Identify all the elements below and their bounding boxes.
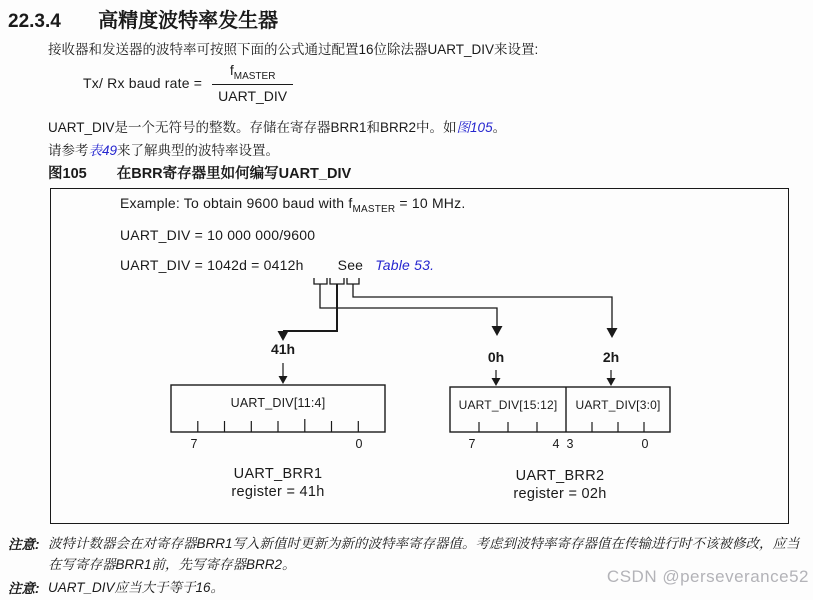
brr2-high-field-label: UART_DIV[15:12] bbox=[458, 398, 558, 412]
paragraph-uart-div-period: 。 bbox=[492, 120, 507, 135]
section-number: 22.3.4 bbox=[8, 11, 61, 32]
brr1-field-label: UART_DIV[11:4] bbox=[230, 396, 326, 410]
brr1-bit7-label: 7 bbox=[190, 437, 198, 451]
formula-denominator: UART_DIV bbox=[212, 84, 293, 104]
note-1-label: 注意: bbox=[8, 537, 40, 552]
formula-numerator-subscript: MASTER bbox=[233, 70, 276, 82]
formula-fraction bbox=[212, 62, 293, 104]
brr2-bit4-label: 4 bbox=[552, 437, 560, 451]
uart-brr1-value: register = 41h bbox=[231, 484, 325, 500]
high-nibble-value: 0h bbox=[487, 349, 505, 365]
note-2-text: UART_DIV应当大于等于16。 bbox=[48, 580, 225, 595]
brr2-bit0-label: 0 bbox=[641, 437, 649, 451]
paragraph-refer-post: 来了解典型的波特率设置。 bbox=[117, 143, 280, 158]
table-53-link[interactable]: Table 53. bbox=[375, 257, 435, 273]
bit-tick-marks bbox=[198, 419, 644, 432]
paragraph-uart-div bbox=[48, 116, 506, 136]
formula-lhs: Tx/ Rx baud rate = bbox=[83, 74, 203, 91]
brr2-bit3-label: 3 bbox=[566, 437, 574, 451]
figure-105-diagram bbox=[50, 188, 789, 524]
brr1-nibble-value: 41h bbox=[270, 341, 296, 357]
paragraph-intro: 接收器和发送器的波特率可按照下面的公式通过配置16位除法器UART_DIV来设置: bbox=[48, 42, 539, 57]
fmaster-subscript: MASTER bbox=[352, 203, 396, 215]
note-2-label: 注意: bbox=[8, 581, 40, 596]
uart-brr1-name: UART_BRR1 bbox=[233, 466, 323, 482]
uart-brr2-caption bbox=[450, 467, 670, 503]
digit-brackets bbox=[314, 278, 359, 284]
paragraph-refer bbox=[48, 139, 279, 159]
example-line-1: Example: To obtain 9600 baud with $f_{MASTER} = 10$ MHz. bbox=[120, 195, 466, 215]
brr2-bit7-label: 7 bbox=[468, 437, 476, 451]
connector-lines bbox=[283, 284, 612, 331]
example-line-3-equation: UART_DIV = 1042d = 0412h bbox=[120, 257, 304, 273]
see-label: See bbox=[337, 257, 364, 273]
csdn-watermark: CSDN @perseverance52 bbox=[606, 567, 809, 586]
uart-brr1-caption bbox=[171, 465, 385, 501]
figure-caption bbox=[48, 162, 351, 183]
paragraph-uart-div-text: UART_DIV是一个无符号的整数。存储在寄存器BRR1和BRR2中。如 bbox=[48, 120, 457, 135]
figure-caption-label: 图105 bbox=[48, 166, 87, 182]
connector-arrowheads bbox=[278, 326, 618, 341]
note-1-text: 波特计数器会在对寄存器BRR1写入新值时更新为新的波特率寄存器值。考虑到波特率寄存器值在传输进行时不该被修改，应当在写寄存器BRR1前，先写寄存器BRR2。 bbox=[48, 536, 800, 572]
brr2-low-field-label: UART_DIV[3:0] bbox=[575, 398, 661, 412]
brr1-bit0-label: 0 bbox=[355, 437, 363, 451]
paragraph-refer-pre: 请参考 bbox=[48, 143, 89, 158]
connector-and-register-drawing bbox=[51, 189, 790, 525]
uart-brr2-value: register = 02h bbox=[513, 486, 607, 502]
uart-brr2-name: UART_BRR2 bbox=[515, 468, 605, 484]
figure-caption-text: 在BRR寄存器里如何编写UART_DIV bbox=[116, 166, 352, 182]
example-line-2: UART_DIV = 10 000 000/9600 bbox=[120, 227, 316, 243]
baud-rate-formula bbox=[83, 62, 293, 104]
label-to-box-arrows bbox=[279, 363, 616, 386]
figure-105-link[interactable]: 图105 bbox=[456, 120, 493, 135]
formula-numerator: $f_{MASTER}$ bbox=[229, 62, 276, 82]
section-heading bbox=[8, 4, 278, 33]
table-49-link[interactable]: 表49 bbox=[88, 143, 118, 158]
low-nibble-value: 2h bbox=[602, 349, 620, 365]
section-title: 高精度波特率发生器 bbox=[98, 10, 279, 32]
